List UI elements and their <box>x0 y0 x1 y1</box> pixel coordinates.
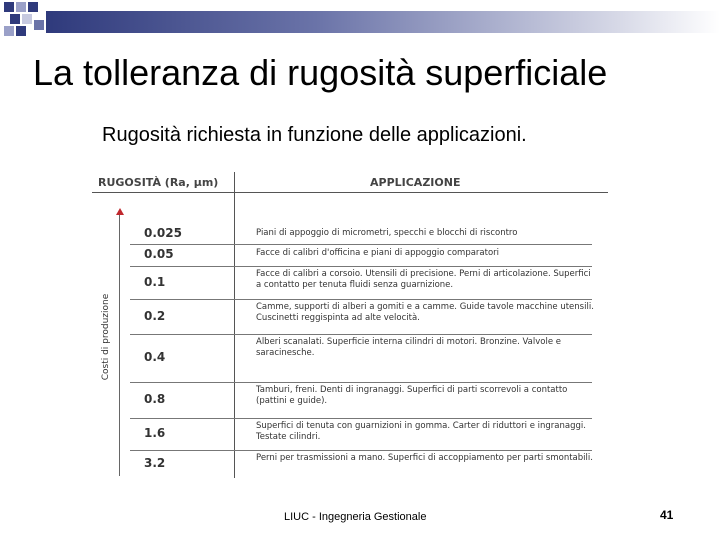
footer-text: LIUC - Ingegneria Gestionale <box>284 511 427 523</box>
header-rule <box>92 192 608 193</box>
roughness-value: 1.6 <box>144 426 166 440</box>
table-row <box>130 382 592 418</box>
title-accent-bar <box>46 11 720 33</box>
application-text: Alberi scanalati. Superficie interna cilindri di motori. Bronzine. Valvole e saracinesche. <box>256 337 561 358</box>
cost-axis-line <box>119 214 120 476</box>
roughness-value: 0.2 <box>144 308 166 323</box>
application-text: Tamburi, freni. Denti di ingranaggi. Superfici di parti scorrevoli a contatto (pattini e guide). <box>256 385 568 406</box>
table-row <box>130 418 592 450</box>
table-row <box>130 334 592 382</box>
application-text: Facce di calibri d'officina e piani di appoggio comparatori <box>256 248 500 258</box>
application-text: Piani di appoggio di micrometri, specchi e blocchi di riscontro <box>256 228 518 238</box>
application-text: Facce di calibri a corsoio. Utensili di precisione. Perni di articolazione. Superfici a contatto per tenuta fluidi senza guarnizione. <box>256 269 591 290</box>
table-row <box>130 224 592 244</box>
table-row <box>130 299 592 334</box>
page-number: 41 <box>660 508 674 522</box>
slide-title: La tolleranza di rugosità superficiale <box>33 52 608 93</box>
roughness-value: 3.2 <box>144 456 166 470</box>
table-row <box>130 244 592 266</box>
roughness-value: 0.025 <box>144 226 182 240</box>
roughness-value: 0.1 <box>144 274 166 289</box>
roughness-value: 0.8 <box>144 392 166 406</box>
application-text: Perni per trasmissioni a mano. Superfici di accoppiamento per parti smontabili. <box>256 453 593 463</box>
cost-axis-label: Costi di produzione <box>101 293 111 381</box>
roughness-value: 0.05 <box>144 247 174 261</box>
table-row <box>130 266 592 299</box>
roughness-table <box>88 172 610 478</box>
header-roughness: RUGOSITÀ (Ra, µm) <box>98 176 219 189</box>
header-application: APPLICAZIONE <box>370 176 461 189</box>
application-text: Superfici di tenuta con guarnizioni in gomma. Carter di riduttori e ingranaggi. Testate cilindri. <box>256 421 586 442</box>
cost-axis-arrow-icon <box>116 208 124 215</box>
table-row <box>130 450 592 478</box>
slide-subtitle: Rugosità richiesta in funzione delle applicazioni. <box>102 124 527 146</box>
application-text: Camme, supporti di alberi a gomiti e a camme. Guide tavole macchine utensili. Cuscinetti reggispinta ad alte velocità. <box>256 302 594 323</box>
roughness-value: 0.4 <box>144 350 166 364</box>
